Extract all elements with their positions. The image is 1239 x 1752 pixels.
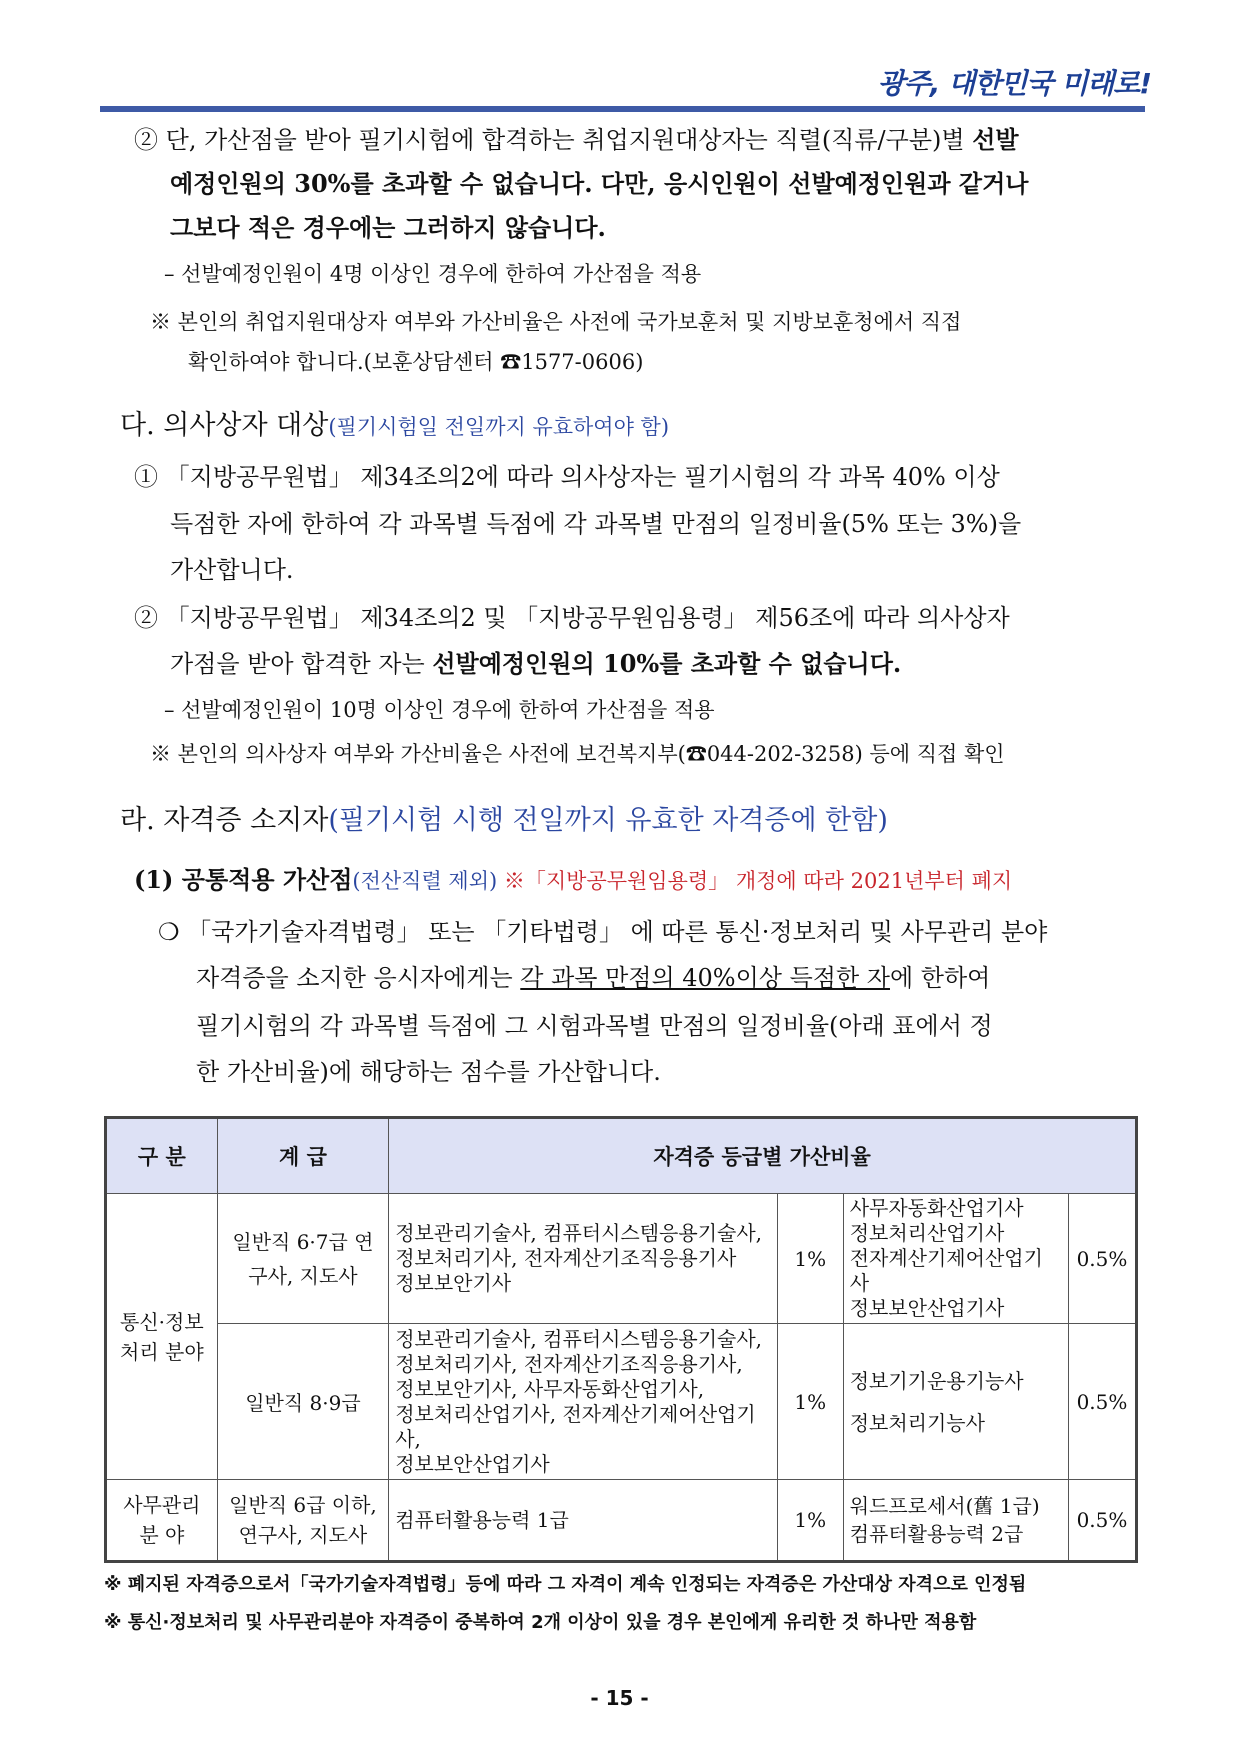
table-grade-cell: 일반직 8·9급 xyxy=(217,1324,389,1480)
section-heading: 라. 자격증 소지자(필기시험 시행 전일까지 유효한 자격증에 한함) xyxy=(120,805,888,836)
table-rate-cell: 0.5% xyxy=(1068,1480,1136,1562)
footnote: ※ 폐지된 자격증으로서「국가기술자격법령」등에 따라 그 자격이 계속 인정되는 자격증은 가산대상 자격으로 인정됨 xyxy=(104,1574,1027,1595)
table-cert-cell: 컴퓨터활용능력 1급 xyxy=(389,1480,778,1562)
dash-line: – 선발예정인원이 4명 이상인 경우에 한하여 가산점을 적용 xyxy=(164,262,702,286)
paragraph-line: ❍ 「국가기술자격법령」 또는 「기타법령」 에 따른 통신·정보처리 및 사무관리 분야 xyxy=(158,918,1048,946)
note-line: 확인하여야 합니다.(보훈상담센터 ☎1577-0606) xyxy=(188,350,644,374)
table-header: 계 급 xyxy=(217,1118,389,1194)
table-rate-cell: 1% xyxy=(777,1324,843,1480)
paragraph-line: 득점한 자에 한하여 각 과목별 득점에 각 과목별 만점의 일정비율(5% 또는 3%)을 xyxy=(170,510,1022,538)
table-group-cell: 통신·정보 처리 분야 xyxy=(106,1194,218,1480)
paragraph-line: 필기시험의 각 과목별 득점에 그 시험과목별 만점의 일정비율(아래 표에서 정 xyxy=(196,1012,993,1040)
paragraph-line: ① 「지방공무원법」 제34조의2에 따라 의사상자는 필기시험의 각 과목 40% 이상 xyxy=(134,463,1000,491)
note-line: ※ 본인의 의사상자 여부와 가산비율은 사전에 보건복지부(☎044-202-3258) 등에 직접 확인 xyxy=(150,742,1005,766)
note-line: ※ 본인의 취업지원대상자 여부와 가산비율은 사전에 국가보훈처 및 지방보훈청에서 직접 xyxy=(150,310,962,334)
table-grade-cell: 일반직 6급 이하, 연구사, 지도사 xyxy=(217,1480,389,1562)
subsection-heading: (1) 공통적용 가산점(전산직렬 제외) ※「지방공무원임용령」 개정에 따라 2021년부터 폐지 xyxy=(134,865,1013,894)
paragraph-line: ② 「지방공무원법」 제34조의2 및 「지방공무원임용령」 제56조에 따라 의사상자 xyxy=(134,604,1010,632)
table-header: 자격증 등급별 가산비율 xyxy=(389,1118,1137,1194)
table-grade-cell: 일반직 6·7급 연구사, 지도사 xyxy=(217,1194,389,1324)
header-logo: 광주, 대한민국 미래로! xyxy=(877,67,1151,100)
table-cert-cell: 사무자동화산업기사 정보처리산업기사 전자계산기제어산업기사 정보보안산업기사 xyxy=(843,1194,1068,1324)
certificate-bonus-table xyxy=(104,1116,1138,1563)
table-header: 구 분 xyxy=(106,1118,218,1194)
paragraph-line: 가산합니다. xyxy=(170,556,294,584)
paragraph-line: 예정인원의 30%를 초과할 수 없습니다. 다만, 응시인원이 선발예정인원과 같거나 xyxy=(170,169,1029,198)
table-rate-cell: 0.5% xyxy=(1068,1324,1136,1480)
paragraph-line: 자격증을 소지한 응시자에게는 각 과목 만점의 40%이상 득점한 자에 한하여 xyxy=(196,964,991,992)
dash-line: – 선발예정인원이 10명 이상인 경우에 한하여 가산점을 적용 xyxy=(164,698,715,722)
table-rate-cell: 1% xyxy=(777,1480,843,1562)
paragraph-line: 그보다 적은 경우에는 그러하지 않습니다. xyxy=(170,213,606,242)
header-rule xyxy=(100,106,1145,112)
section-heading: 다. 의사상자 대상(필기시험일 전일까지 유효하여야 함) xyxy=(120,410,670,441)
table-cert-cell: 정보기기운용기능사 정보처리기능사 xyxy=(843,1324,1068,1480)
page-number: - 15 - xyxy=(590,1686,649,1710)
table-cert-cell: 정보관리기술사, 컴퓨터시스템응용기술사, 정보처리기사, 전자계산기조직응용기사 정보보안기사 xyxy=(389,1194,778,1324)
table-group-cell: 사무관리 분 야 xyxy=(106,1480,218,1562)
table-cert-cell: 정보관리기술사, 컴퓨터시스템응용기술사, 정보처리기사, 전자계산기조직응용기사, 정보보안기사, 사무자동화산업기사, 정보처리산업기사, 전자계산기제어산업기사, 정보보안산업기사 xyxy=(389,1324,778,1480)
paragraph-line: 가점을 받아 합격한 자는 선발예정인원의 10%를 초과할 수 없습니다. xyxy=(170,649,902,678)
table-rate-cell: 1% xyxy=(777,1194,843,1324)
paragraph-line: 한 가산비율)에 해당하는 점수를 가산합니다. xyxy=(196,1058,661,1086)
footnote: ※ 통신·정보처리 및 사무관리분야 자격증이 중복하여 2개 이상이 있을 경우 본인에게 유리한 것 하나만 적용함 xyxy=(104,1612,977,1633)
paragraph-line: ② 단, 가산점을 받아 필기시험에 합격하는 취업지원대상자는 직렬(직류/구분)별 선발 xyxy=(134,125,1019,154)
table-cert-cell: 워드프로세서(舊 1급) 컴퓨터활용능력 2급 xyxy=(843,1480,1068,1562)
table-rate-cell: 0.5% xyxy=(1068,1194,1136,1324)
